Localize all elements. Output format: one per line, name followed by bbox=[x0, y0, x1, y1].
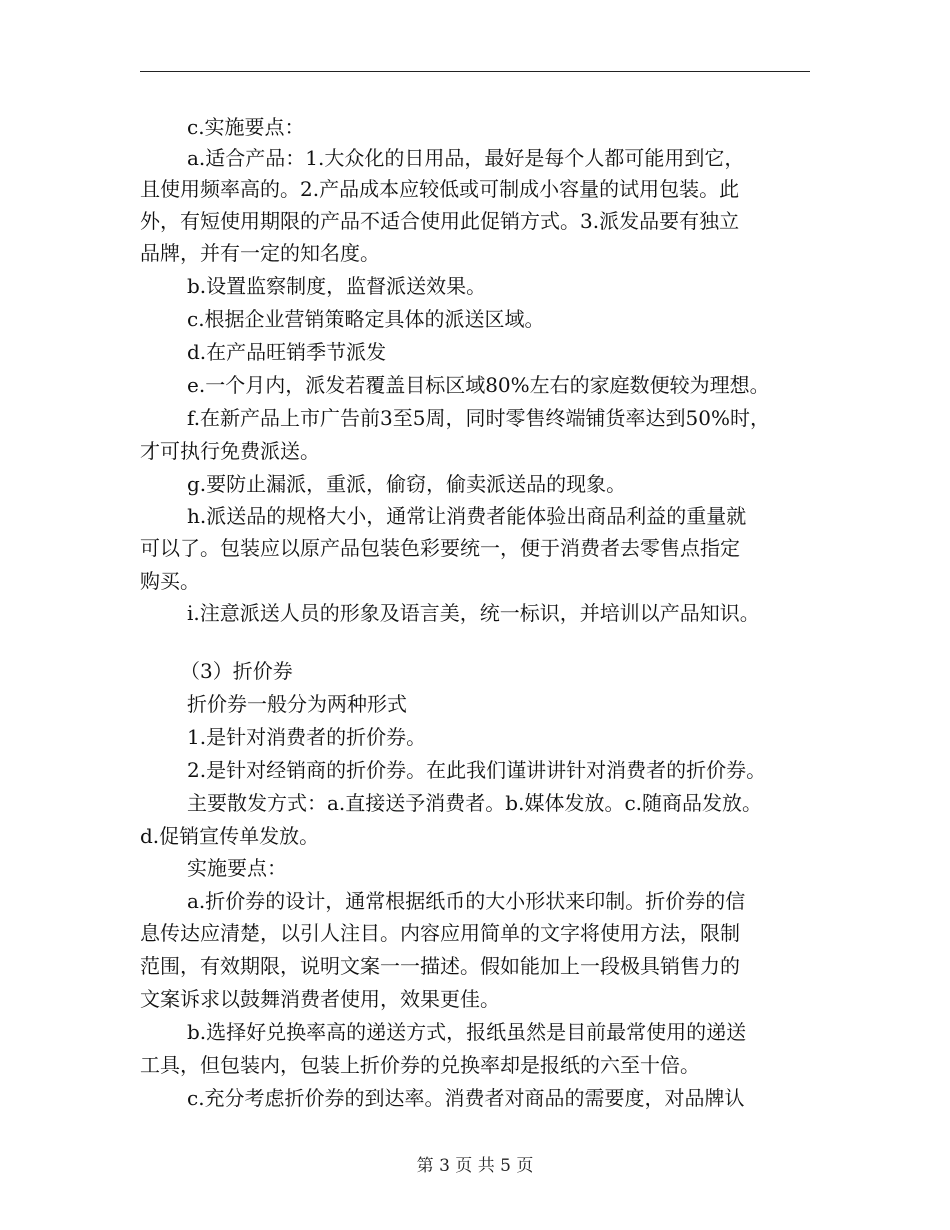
text-line: a.折价券的设计，通常根据纸币的大小形状来印制。折价券的信 bbox=[187, 889, 746, 913]
page-footer: 第 3 页 共 5 页 bbox=[416, 1156, 534, 1176]
text-line: 工具，但包装内，包装上折价券的兑换率却是报纸的六至十倍。 bbox=[140, 1053, 700, 1077]
text-line: 且使用频率高的。2.产品成本应较低或可制成小容量的试用包装。此 bbox=[140, 177, 740, 201]
text-line: h.派送品的规格大小，通常让消费者能体验出商品利益的重量就 bbox=[187, 504, 747, 528]
text-line: 才可执行免费派送。 bbox=[140, 439, 320, 463]
text-line: 折价券一般分为两种形式 bbox=[187, 692, 407, 716]
text-line: 文案诉求以鼓舞消费者使用，效果更佳。 bbox=[140, 987, 500, 1011]
text-line: 实施要点： bbox=[187, 856, 287, 880]
text-line: c.实施要点： bbox=[187, 115, 305, 139]
text-line: b.设置监察制度，监督派送效果。 bbox=[187, 274, 487, 298]
text-line: 2.是针对经销商的折价券。在此我们谨讲讲针对消费者的折价券。 bbox=[187, 758, 767, 782]
text-line: c.根据企业营销策略定具体的派送区域。 bbox=[187, 307, 545, 331]
text-line: f.在新产品上市广告前3至5周，同时零售终端铺货率达到50%时， bbox=[187, 406, 770, 430]
text-line: 范围，有效期限，说明文案一一描述。假如能加上一段极具销售力的 bbox=[140, 954, 740, 978]
header-rule bbox=[140, 71, 810, 72]
text-line: i.注意派送人员的形象及语言美，统一标识，并培训以产品知识。 bbox=[187, 601, 760, 625]
text-line: 主要散发方式：a.直接送予消费者。b.媒体发放。c.随商品发放。 bbox=[187, 791, 762, 815]
text-line: 外，有短使用期限的产品不适合使用此促销方式。3.派发品要有独立 bbox=[140, 209, 740, 233]
text-line: 1.是针对消费者的折价券。 bbox=[187, 725, 427, 749]
text-line: 品牌，并有一定的知名度。 bbox=[140, 241, 380, 265]
text-line: 息传达应清楚，以引人注目。内容应用简单的文字将使用方法，限制 bbox=[140, 921, 740, 945]
text-line: c.充分考虑折价券的到达率。消费者对商品的需要度，对品牌认 bbox=[187, 1086, 745, 1110]
text-line: 可以了。包装应以原产品包装色彩要统一，便于消费者去零售点指定 bbox=[140, 536, 740, 560]
section-heading: （3）折价券 bbox=[180, 659, 293, 683]
text-line: d.促销宣传单发放。 bbox=[140, 824, 320, 848]
text-line: d.在产品旺销季节派发 bbox=[187, 340, 387, 364]
text-line: g.要防止漏派，重派，偷窃，偷卖派送品的现象。 bbox=[187, 472, 627, 496]
text-line: b.选择好兑换率高的递送方式，报纸虽然是目前最常使用的递送 bbox=[187, 1020, 747, 1044]
text-line: 购买。 bbox=[140, 569, 200, 593]
text-line: a.适合产品：1.大众化的日用品，最好是每个人都可能用到它， bbox=[187, 146, 745, 170]
text-line: e.一个月内，派发若覆盖目标区域80%左右的家庭数便较为理想。 bbox=[187, 373, 770, 397]
